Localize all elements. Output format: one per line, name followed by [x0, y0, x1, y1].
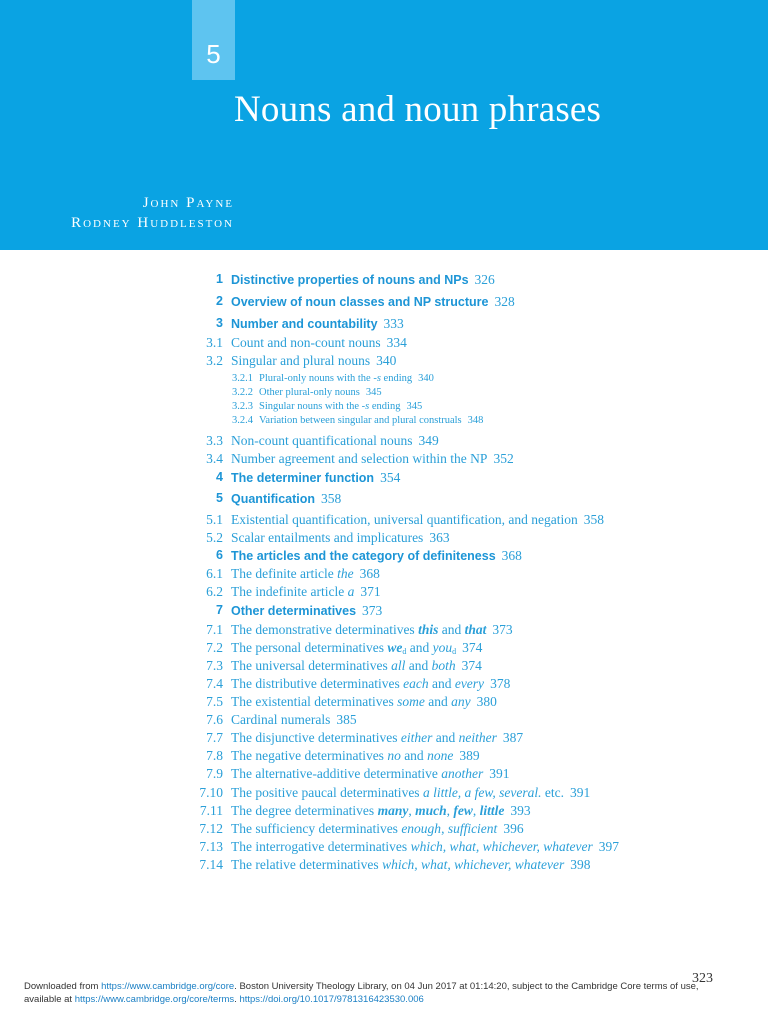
toc-entry-page: 345: [406, 401, 423, 412]
toc-entry-page: 396: [503, 821, 524, 836]
toc-entry-text: which, what, whichever, whatever: [410, 839, 593, 854]
toc-entry-title: [231, 451, 514, 467]
toc-entry-text: and: [428, 676, 455, 691]
toc-entry-title: [231, 584, 381, 600]
toc-entry-title: [231, 316, 404, 332]
toc-entry-text: Non-count quantificational nouns: [231, 433, 413, 448]
toc-entry-page: 389: [459, 748, 480, 763]
toc-entry-title: [259, 387, 382, 398]
toc-entry-text: this: [418, 622, 439, 637]
toc-entry-number: 7.13: [199, 839, 223, 854]
toc-entry-text: Number and countability: [231, 317, 378, 331]
toc-entry[interactable]: [0, 640, 768, 660]
toc-entry-title: [231, 335, 407, 351]
toc-entry-title: [231, 821, 524, 837]
toc-entry-text: ,: [446, 803, 454, 818]
toc-entry-text: some: [397, 694, 425, 709]
toc-entry-text: The indefinite article: [231, 584, 348, 599]
toc-entry-title: [231, 803, 531, 819]
toc-entry-page: 348: [467, 415, 484, 426]
toc-entry-text: Cardinal numerals: [231, 712, 331, 727]
toc-entry-text: little: [479, 803, 505, 818]
toc-entry-text: The definite article: [231, 566, 338, 581]
toc-entry-text: and: [405, 658, 432, 673]
toc-entry-text: sufficient: [447, 821, 498, 836]
toc-entry-page: 358: [583, 512, 605, 527]
chapter-number: 5: [206, 39, 221, 69]
toc-entry-page: 333: [383, 316, 404, 331]
toc-entry[interactable]: [0, 712, 768, 732]
toc-entry-number: 7.10: [199, 785, 223, 800]
toc-entry-text: all: [391, 658, 406, 673]
toc-entry-page: 340: [376, 353, 397, 368]
toc-entry-text: Variation between singular and plural construals: [259, 415, 462, 426]
toc-entry-text: ending: [369, 401, 401, 412]
toc-entry-text: each: [403, 676, 429, 691]
toc-entry-title: [259, 415, 483, 426]
toc-entry-number: 6.1: [206, 566, 223, 581]
toc-entry-title: [259, 401, 422, 412]
toc-entry-text: a little, a few, several.: [422, 785, 542, 800]
toc-entry-text: The alternative-additive determinative: [231, 766, 442, 781]
toc-entry[interactable]: [0, 566, 768, 586]
toc-entry-page: 393: [510, 803, 531, 818]
download-footer: [24, 980, 744, 1006]
toc-entry-page: 397: [598, 839, 620, 854]
toc-entry-title: [231, 272, 495, 288]
footer-link[interactable]: https://www.cambridge.org/core: [101, 981, 235, 992]
toc-entry[interactable]: [0, 451, 768, 471]
toc-entry-page: 363: [429, 530, 450, 545]
toc-entry-number: 7.5: [206, 694, 223, 709]
toc-entry-text: ,: [408, 803, 416, 818]
chapter-header: [0, 0, 768, 250]
author-name: Rodney Huddleston: [71, 215, 234, 231]
toc-entry-text: every: [454, 676, 485, 691]
toc-entry-number: 3.2.1: [232, 373, 253, 384]
toc-entry-text: and: [424, 694, 452, 709]
toc-entry-title: [231, 603, 382, 619]
toc-entry[interactable]: [0, 433, 768, 453]
toc-entry[interactable]: [0, 470, 768, 490]
toc-entry-title: [231, 294, 515, 310]
toc-entry-page: 368: [359, 566, 380, 581]
toc-entry-page: 349: [418, 433, 439, 448]
toc-entry[interactable]: [0, 839, 768, 859]
toc-entry-number: 3.1: [206, 335, 223, 350]
toc-entry-text: another: [441, 766, 484, 781]
toc-entry-text: and: [432, 730, 459, 745]
toc-entry-number: 7.6: [206, 712, 223, 727]
toc-entry-number: 7: [216, 603, 223, 617]
toc-entry[interactable]: [0, 294, 768, 314]
toc-entry-text: d: [452, 647, 457, 656]
toc-entry[interactable]: [0, 584, 768, 604]
footer-text: . Boston University Theology Library, on 04 Jun 2017 at 01:14:20, subject to the Cambridge Core terms of use,: [234, 981, 699, 992]
footer-text: .: [234, 994, 240, 1005]
toc-entry[interactable]: [0, 694, 768, 714]
toc-entry-page: 368: [501, 548, 522, 563]
toc-entry[interactable]: [0, 415, 768, 435]
toc-entry-title: [231, 766, 510, 782]
toc-entry-page: 373: [492, 622, 513, 637]
toc-entry-text: neither: [458, 730, 497, 745]
footer-line-2: [24, 993, 744, 1006]
toc-entry-number: 5.1: [206, 512, 223, 527]
toc-entry-text: any: [451, 694, 471, 709]
toc-entry[interactable]: [0, 658, 768, 678]
toc-entry-text: Number agreement and selection within the NP: [231, 451, 488, 466]
toc-entry-number: 7.3: [206, 658, 223, 673]
toc-entry-text: and: [406, 640, 433, 655]
toc-entry-text: no: [387, 748, 401, 763]
toc-entry-text: Plural-only nouns with the: [259, 373, 374, 384]
toc-entry-title: [231, 470, 400, 486]
toc-entry-title: [259, 373, 434, 384]
toc-entry-text: The universal determinatives: [231, 658, 392, 673]
toc-entry-text: Distinctive properties of nouns and NPs: [231, 273, 469, 287]
toc-entry[interactable]: [0, 353, 768, 373]
toc-entry-text: The sufficiency determinatives: [231, 821, 402, 836]
toc-entry-text: The distributive determinatives: [231, 676, 404, 691]
toc-entry[interactable]: [0, 748, 768, 768]
toc-entry-text: Scalar entailments and implicatures: [231, 530, 424, 545]
toc-entry[interactable]: [0, 272, 768, 292]
toc-entry-title: [231, 676, 510, 692]
toc-entry[interactable]: [0, 512, 768, 532]
toc-entry[interactable]: [0, 766, 768, 786]
toc-entry-page: 371: [360, 584, 381, 599]
toc-entry[interactable]: [0, 603, 768, 623]
toc-entry-number: 7.14: [199, 857, 223, 872]
toc-entry-text: Existential quantification, universal quantification, and negation: [231, 512, 578, 527]
toc-entry-title: [231, 694, 497, 710]
toc-entry-text: few: [453, 803, 473, 818]
toc-entry-page: 373: [362, 603, 383, 618]
toc-entry[interactable]: [0, 491, 768, 511]
toc-entry-number: 2: [216, 294, 223, 308]
toc-entry-page: 378: [490, 676, 511, 691]
toc-entry-number: 7.8: [206, 748, 223, 763]
toc-entry-number: 7.9: [206, 766, 223, 781]
footer-text: Downloaded from: [24, 981, 102, 992]
toc-entry-number: 6: [216, 548, 223, 562]
toc-entry-page: 358: [321, 491, 342, 506]
footer-text: available at: [24, 994, 75, 1005]
toc-entry-text: The demonstrative determinatives: [231, 622, 419, 637]
toc-entry-title: [231, 730, 523, 746]
toc-entry-text: The interrogative determinatives: [231, 839, 411, 854]
toc-entry-number: 7.11: [199, 803, 223, 818]
toc-entry-text: The positive paucal determinatives: [231, 785, 423, 800]
toc-entry-page: 374: [461, 658, 482, 673]
toc-entry[interactable]: [0, 335, 768, 355]
toc-entry-page: 328: [494, 294, 515, 309]
toc-entry-title: [231, 512, 604, 528]
toc-entry-text: which, what, whichever, whatever: [382, 857, 565, 872]
toc-entry[interactable]: [0, 622, 768, 642]
toc-entry-title: [231, 548, 522, 564]
toc-entry-title: [231, 491, 341, 507]
toc-entry-page: 387: [502, 730, 524, 745]
toc-entry-number: 3.4: [206, 451, 223, 466]
toc-entry-title: [231, 658, 482, 674]
toc-entry-number: 3.2: [206, 353, 223, 368]
toc-entry-page: 340: [418, 373, 434, 384]
toc-entry-text: the: [337, 566, 354, 581]
toc-entry-text: either: [400, 730, 433, 745]
toc-entry-text: you: [432, 640, 453, 655]
toc-entry-page: 385: [336, 712, 357, 727]
toc-entry-title: [231, 433, 439, 449]
footer-doi-link[interactable]: https://doi.org/10.1017/9781316423530.006: [239, 994, 424, 1005]
toc-entry-text: Other determinatives: [231, 604, 357, 618]
toc-entry[interactable]: [0, 803, 768, 823]
toc-entry[interactable]: [0, 821, 768, 841]
toc-entry-text: and: [400, 748, 428, 763]
toc-entry-text: much: [415, 803, 447, 818]
toc-entry-text: enough: [401, 821, 442, 836]
toc-entry-page: 352: [493, 451, 514, 466]
toc-entry-text: The disjunctive determinatives: [231, 730, 401, 745]
toc-entry-text: many: [377, 803, 409, 818]
chapter-title: Nouns and noun phrases: [234, 89, 602, 130]
toc-entry-title: [231, 353, 396, 369]
toc-entry-text: -s: [361, 401, 370, 412]
toc-entry-title: [231, 640, 482, 656]
toc-entry-text: The determiner function: [231, 471, 375, 485]
toc-entry-text: and: [438, 622, 465, 637]
toc-entry-page: 345: [365, 387, 382, 398]
toc-entry-text: both: [431, 658, 456, 673]
toc-entry[interactable]: [0, 730, 768, 750]
toc-entry-title: [231, 530, 450, 546]
toc-entry-title: [231, 748, 480, 764]
toc-entry-page: 334: [386, 335, 407, 350]
toc-entry-title: [231, 839, 619, 855]
toc-entry-text: The relative determinatives: [231, 857, 383, 872]
toc-entry-number: 3.2.3: [232, 401, 253, 412]
toc-entry[interactable]: [0, 857, 768, 877]
toc-entry-page: 374: [462, 640, 483, 655]
toc-entry-text: a: [347, 584, 355, 599]
toc-entry-number: 7.12: [199, 821, 223, 836]
toc-entry-text: -s: [373, 373, 381, 384]
toc-entry-page: 326: [474, 272, 495, 287]
toc-entry-number: 6.2: [206, 584, 223, 599]
toc-entry-text: Singular and plural nouns: [231, 353, 371, 368]
toc-entry-text: The degree determinatives: [231, 803, 378, 818]
toc-entry-text: d: [402, 647, 407, 656]
toc-entry-text: that: [464, 622, 487, 637]
toc-entry-number: 3.3: [206, 433, 223, 448]
toc-entry-title: [231, 712, 357, 728]
toc-entry-title: [231, 566, 380, 582]
toc-entry[interactable]: [0, 548, 768, 568]
toc-entry-page: 354: [380, 470, 401, 485]
toc-entry-title: [231, 785, 590, 801]
toc-entry-page: 391: [489, 766, 510, 781]
toc-entry-text: The articles and the category of definiteness: [231, 549, 496, 563]
toc-entry-title: [231, 622, 513, 638]
toc-entry-number: 5: [216, 491, 223, 505]
toc-entry-number: 4: [216, 470, 223, 484]
toc-entry-text: The personal determinatives: [231, 640, 388, 655]
toc-entry-text: Overview of noun classes and NP structure: [231, 295, 489, 309]
toc-entry-text: Singular nouns with the: [259, 401, 362, 412]
toc-entry-number: 3.2.4: [232, 415, 253, 426]
toc-entry-text: Count and non-count nouns: [231, 335, 381, 350]
toc-entry-number: 7.1: [206, 622, 223, 637]
toc-entry-text: we: [387, 640, 403, 655]
toc-entry-page: 391: [570, 785, 591, 800]
toc-entry-title: [231, 857, 591, 873]
footer-line-1: [24, 980, 744, 993]
toc-entry-number: 7.7: [206, 730, 223, 745]
chapter-number-box: [192, 0, 235, 80]
toc-entry-page: 398: [570, 857, 591, 872]
footer-link[interactable]: https://www.cambridge.org/core/terms: [74, 994, 235, 1005]
toc-entry-text: Quantification: [231, 492, 316, 506]
toc-entry[interactable]: [0, 785, 768, 805]
toc-entry[interactable]: [0, 530, 768, 550]
toc-entry-text: ,: [441, 821, 448, 836]
toc-entry-text: etc.: [541, 785, 565, 800]
toc-entry-number: 3.2.2: [232, 387, 253, 398]
toc-entry-text: ending: [380, 373, 413, 384]
toc-entry-text: ,: [472, 803, 480, 818]
page-number: 323: [692, 971, 713, 986]
toc-entry[interactable]: [0, 676, 768, 696]
toc-entry-number: 3: [216, 316, 223, 330]
toc-entry-number: 7.2: [206, 640, 223, 655]
toc-entry-text: The negative determinatives: [231, 748, 388, 763]
toc-entry-text: none: [427, 748, 454, 763]
toc-entry-text: Other plural-only nouns: [259, 387, 360, 398]
toc-entry-number: 7.4: [206, 676, 223, 691]
toc-entry-number: 5.2: [206, 530, 223, 545]
author-name: John Payne: [142, 195, 234, 211]
toc-entry-number: 1: [216, 272, 223, 286]
toc-entry[interactable]: [0, 316, 768, 336]
toc-entry-text: The existential determinatives: [231, 694, 398, 709]
toc-entry-page: 380: [476, 694, 497, 709]
